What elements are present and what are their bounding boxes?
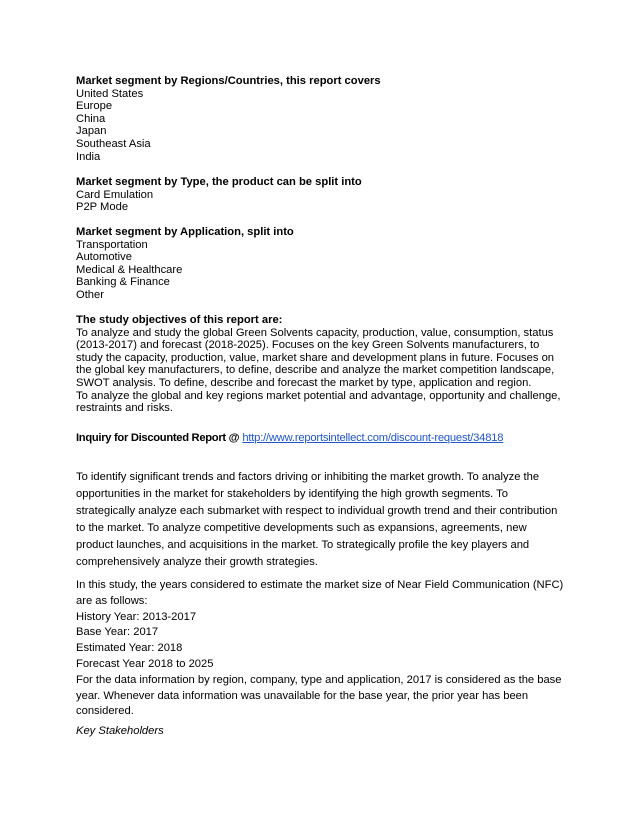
region-item: China [76, 112, 106, 125]
region-item: India [76, 150, 101, 163]
type-item: Card Emulation [76, 188, 154, 201]
history-year: History Year: 2013-2017 [76, 610, 197, 623]
application-item: Banking & Finance [76, 276, 170, 289]
application-item: Automotive [76, 251, 132, 264]
objectives-section [76, 314, 566, 415]
region-item: Japan [76, 125, 107, 138]
applications-heading: Market segment by Application, split into [76, 226, 294, 238]
forecast-year: Forecast Year 2018 to 2025 [76, 657, 214, 670]
discount-request-link[interactable]: http://www.reportsintellect.com/discount-request/34818 [242, 432, 504, 444]
application-item: Transportation [76, 238, 148, 251]
regions-section [76, 75, 566, 163]
application-item: Other [76, 288, 104, 301]
study-intro: In this study, the years considered to estimate the market size of Near Field Communication (NFC) are as follows: [76, 579, 564, 607]
regions-heading: Market segment by Regions/Countries, this report covers [76, 75, 381, 87]
study-years-section [76, 578, 566, 720]
objectives-paragraph: To analyze and study the global Green Solvents capacity, production, value, consumption, status (2013-2017) and forecast (2018-2025). Focuses on the key Green Solvents manufacturers, to study the capacity, production, value, market share and development plans in future. Focuses on the global key manufacturers, to define, describe and analyze the market competition landscape, SWOT analysis. To define, describe and forecast the market by type, application and region. [76, 326, 555, 389]
inquiry-label: Inquiry for Discounted Report @ [76, 432, 240, 444]
key-stakeholders-heading: Key Stakeholders [76, 725, 164, 737]
base-year: Base Year: 2017 [76, 626, 159, 639]
base-year-note: For the data information by region, company, type and application, 2017 is considered as the base year. Whenever data information was unavailable for the base year, the prior year has been considered. [76, 673, 562, 718]
growth-paragraph: To identify significant trends and factors driving or inhibiting the market growth. To analyze the opportunities in the market for stakeholders by identifying the high growth segments. To strategically analyze each submarket with respect to individual growth trend and their contribution to the market. To analyze competitive developments such as expansions, agreements, new product launches, and acquisitions in the market. To strategically profile the key players and comprehensively analyze their growth strategies. [76, 471, 558, 568]
estimated-year: Estimated Year: 2018 [76, 642, 183, 655]
inquiry-line [76, 431, 566, 445]
region-item: Southeast Asia [76, 137, 151, 150]
objectives-paragraph: To analyze the global and key regions market potential and advantage, opportunity and challenge, restraints and risks. [76, 389, 561, 415]
objectives-heading: The study objectives of this report are: [76, 314, 283, 326]
type-item: P2P Mode [76, 201, 129, 214]
region-item: Europe [76, 100, 113, 113]
region-item: United States [76, 87, 144, 100]
application-item: Medical & Healthcare [76, 263, 183, 276]
types-section [76, 176, 566, 214]
applications-section [76, 226, 566, 302]
types-heading: Market segment by Type, the product can be split into [76, 176, 362, 188]
